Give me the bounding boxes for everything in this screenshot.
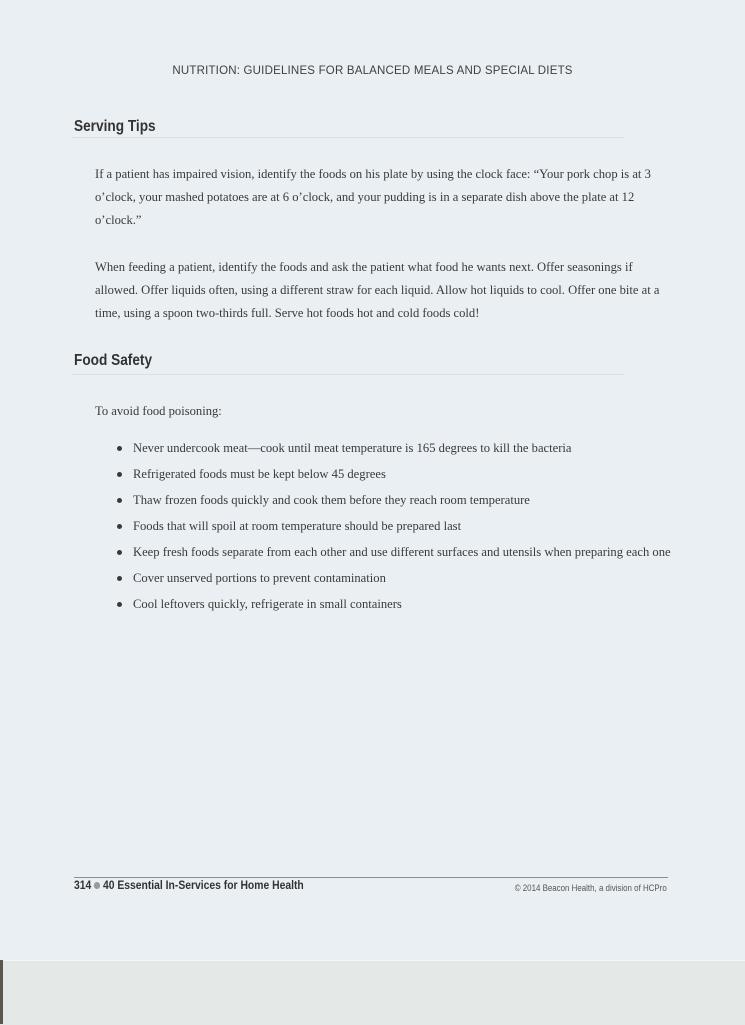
bullet-icon [117,550,122,555]
list-item-text: Cover unserved portions to prevent contamination [133,571,386,585]
running-head: NUTRITION: GUIDELINES FOR BALANCED MEALS AND SPECIAL DIETS [172,65,573,77]
bullet-icon [117,498,122,503]
list-item [115,437,675,460]
footer-divider [74,877,668,878]
copyright-notice: © 2014 Beacon Health, a division of HCPro [514,883,667,893]
scanner-background [0,960,745,1025]
section-heading-serving-tips: Serving Tips [74,118,156,135]
food-safety-list [115,437,675,619]
bullet-icon [117,446,122,451]
list-item [115,567,675,590]
section-divider [72,374,624,375]
book-title: 40 Essential In-Services for Home Health [102,880,304,892]
list-item [115,489,675,512]
bullet-separator-icon [94,882,100,889]
list-item [115,515,675,538]
list-item-text: Foods that will spoil at room temperature should be prepared last [133,519,462,533]
page-number: 314 [74,880,92,892]
food-safety-intro: To avoid food poisoning: [95,404,222,418]
section-heading-food-safety: Food Safety [74,352,153,369]
list-item-text: Cool leftovers quickly, refrigerate in small containers [133,597,402,611]
list-item [115,593,675,616]
list-item [115,463,675,486]
bullet-icon [117,524,122,529]
list-item-text: Thaw frozen foods quickly and cook them before they reach room temperature [133,493,530,507]
section-divider [72,137,624,138]
bullet-icon [117,472,122,477]
paragraph-feeding-patient: When feeding a patient, identify the foods and ask the patient what food he wants next. Offer seasonings if allowed. Offer liquids often, using a different straw for each liquid. Allow hot liquids to cool. Offer one bite at a time, using a spoon two-thirds full. Serve hot foods hot and cold foods cold! [95,260,660,320]
bullet-icon [117,576,122,581]
footer-book-info [74,880,304,892]
bullet-icon [117,602,122,607]
list-item-text: Never undercook meat—cook until meat temperature is 165 degrees to kill the bacteria [133,441,572,455]
list-item [115,541,675,564]
list-item-text: Refrigerated foods must be kept below 45 degrees [133,467,386,481]
list-item-text: Keep fresh foods separate from each other and use different surfaces and utensils when preparing each one [133,545,671,559]
scanner-edge [0,960,3,1024]
paragraph-impaired-vision: If a patient has impaired vision, identify the foods on his plate by using the clock face: “Your pork chop is at 3 o’clock, your mashed potatoes are at 6 o’clock, and your pudding is in a separate dish above the plate at 12 o’clock.” [95,167,651,227]
